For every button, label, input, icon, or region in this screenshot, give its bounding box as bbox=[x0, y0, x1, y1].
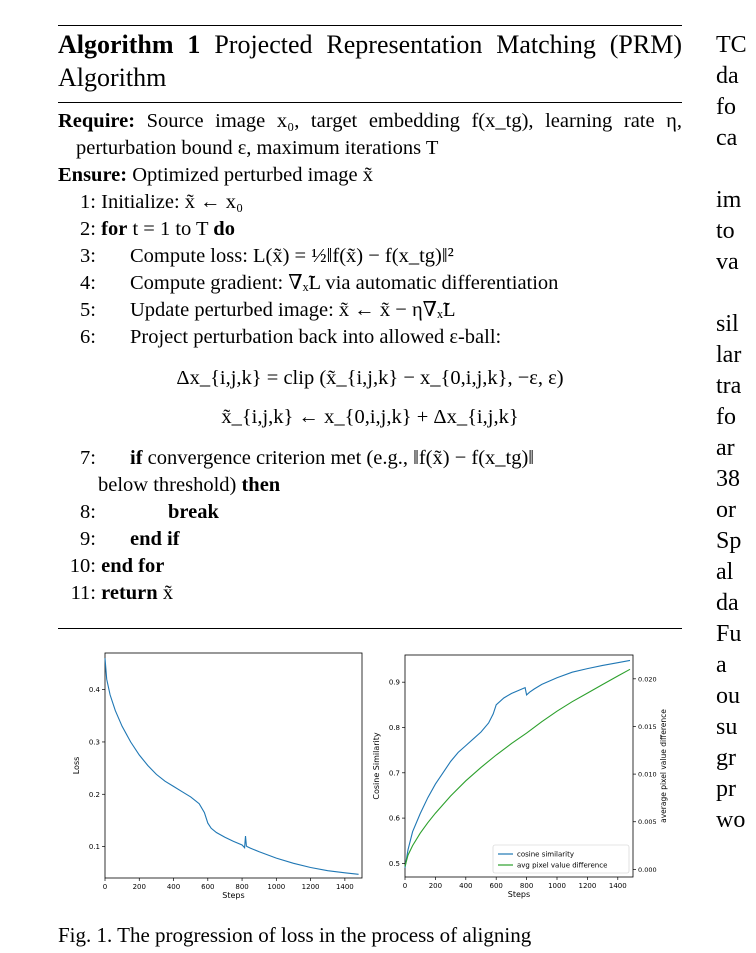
x-tick-label: 1000 bbox=[267, 883, 286, 891]
y2-tick-label: 0.015 bbox=[638, 722, 657, 731]
y2-axis-label: average pixel value difference bbox=[659, 709, 668, 823]
right-column-line: fo bbox=[716, 94, 736, 120]
x-tick-label: 800 bbox=[519, 882, 534, 890]
y2-tick-label: 0.010 bbox=[638, 770, 657, 779]
right-column-line: ou bbox=[716, 683, 740, 709]
x-tick-label: 600 bbox=[201, 883, 215, 891]
algo-line-9: 9: end if bbox=[80, 528, 180, 550]
right-column-line: fo bbox=[716, 404, 736, 430]
right-column-line: ar bbox=[716, 435, 735, 461]
right-column-line: su bbox=[716, 714, 738, 740]
algo-line-8: 8: break bbox=[80, 501, 219, 523]
right-column-line: va bbox=[716, 249, 739, 275]
right-column-line: tra bbox=[716, 373, 742, 399]
right-column-line: pr bbox=[716, 776, 736, 802]
y-tick-label: 0.1 bbox=[88, 843, 100, 852]
plot-frame bbox=[405, 655, 633, 877]
algo-line-7: 7: if convergence criterion met (e.g., ‖f(x̃) − f(x_tg)‖ bbox=[80, 447, 535, 469]
y-axis-label: Cosine Similarity bbox=[372, 732, 381, 800]
series-line bbox=[405, 669, 630, 866]
algo-line-3: 3: Compute loss: L(x̃) = ½‖f(x̃) − f(x_tg)‖² bbox=[80, 245, 454, 267]
algo-line-7-cont: below threshold) then bbox=[98, 474, 281, 496]
ensure-keyword: Ensure: bbox=[58, 164, 128, 186]
algorithm-title bbox=[58, 28, 682, 94]
plot-frame bbox=[105, 653, 362, 878]
x-tick-label: 0 bbox=[102, 883, 108, 891]
right-column-line: or bbox=[716, 497, 736, 523]
loss-chart bbox=[58, 650, 368, 910]
right-column-line: al bbox=[716, 559, 734, 585]
y-tick-label: 0.5 bbox=[388, 859, 400, 868]
y-tick-label: 0.8 bbox=[388, 723, 400, 732]
y-tick-label: 0.6 bbox=[388, 814, 400, 823]
x-axis-label: Steps bbox=[222, 891, 245, 900]
algo-line-6: 6: Project perturbation back into allowed ε-ball: bbox=[80, 326, 502, 348]
x-axis-label: Steps bbox=[507, 890, 531, 899]
y-tick-label: 0.2 bbox=[88, 790, 100, 799]
y-tick-label: 0.7 bbox=[388, 769, 400, 778]
right-column-line: im bbox=[716, 187, 742, 213]
require-line bbox=[58, 108, 682, 162]
ensure-text: Optimized perturbed image x̃ bbox=[132, 164, 374, 186]
y2-tick-label: 0.005 bbox=[638, 818, 657, 827]
x-tick-label: 600 bbox=[489, 882, 503, 890]
algorithm-body bbox=[58, 108, 682, 607]
similarity-chart bbox=[372, 650, 682, 910]
x-tick-label: 0 bbox=[402, 882, 408, 890]
right-column-line: wo bbox=[716, 807, 746, 833]
bottom-rule bbox=[58, 628, 682, 629]
y-tick-label: 0.4 bbox=[88, 686, 100, 695]
title-rule bbox=[58, 102, 682, 103]
require-text: Source image x₀, target embedding f(x_tg), learning rate η, perturbation bound ε, maximum iterations T bbox=[76, 110, 683, 159]
ensure-line bbox=[58, 162, 682, 189]
equation-clip: Δx_{i,j,k} = clip (x̃_{i,j,k} − x_{0,i,j,k}, −ε, ε) bbox=[176, 367, 564, 389]
right-column-text bbox=[716, 30, 756, 836]
x-tick-label: 400 bbox=[166, 883, 181, 891]
x-tick-label: 1200 bbox=[578, 882, 597, 890]
right-column-line: gr bbox=[716, 745, 736, 771]
right-column-line bbox=[716, 278, 756, 309]
x-tick-label: 200 bbox=[428, 882, 443, 890]
right-column-line: Sp bbox=[716, 528, 742, 554]
x-tick-label: 1400 bbox=[335, 883, 354, 891]
algo-line-5: 5: Update perturbed image: x̃ ← x̃ − η∇ₓ̃L bbox=[80, 299, 456, 321]
y-tick-label: 0.9 bbox=[388, 678, 400, 687]
algo-line-10: 10: end for bbox=[69, 555, 165, 577]
y-tick-label: 0.3 bbox=[88, 738, 100, 747]
figure-caption: Fig. 1. The progression of loss in the process of aligning bbox=[58, 923, 532, 947]
right-column-line: da bbox=[716, 590, 739, 616]
algo-line-1: 1: Initialize: x̃ ← x₀ bbox=[80, 191, 244, 213]
y-axis-label: Loss bbox=[72, 756, 81, 775]
require-keyword: Require: bbox=[58, 110, 136, 132]
top-rule bbox=[58, 25, 682, 26]
equation-update: x̃_{i,j,k} ← x_{0,i,j,k} + Δx_{i,j,k} bbox=[221, 406, 519, 428]
right-column-line: sil bbox=[716, 311, 739, 337]
right-column-line: TC bbox=[716, 32, 747, 58]
right-column-line: to bbox=[716, 218, 735, 244]
x-tick-label: 200 bbox=[132, 883, 146, 891]
legend-label: cosine similarity bbox=[517, 850, 574, 859]
y2-tick-label: 0.000 bbox=[638, 865, 657, 874]
algo-line-2: 2: for t = 1 to T do bbox=[80, 218, 235, 240]
algo-line-11: 11: return x̃ bbox=[70, 582, 174, 604]
algo-line-4: 4: Compute gradient: ∇ₓ̃L via automatic differentiation bbox=[80, 272, 559, 294]
algorithm-label: Algorithm 1 bbox=[58, 30, 201, 59]
right-column-line: ca bbox=[716, 125, 738, 151]
right-column-line bbox=[716, 154, 756, 185]
series-line bbox=[405, 660, 630, 868]
x-tick-label: 1000 bbox=[548, 882, 566, 890]
x-tick-label: 1400 bbox=[608, 882, 627, 890]
right-column-line: Fu bbox=[716, 621, 742, 647]
legend-label: avg pixel value difference bbox=[517, 861, 608, 870]
series-line bbox=[105, 658, 359, 874]
right-column-line: 38 bbox=[716, 466, 740, 492]
right-column-line: a bbox=[716, 652, 727, 678]
x-tick-label: 400 bbox=[459, 882, 473, 890]
algorithm-name: Projected Representation Matching (PRM) Algorithm bbox=[58, 30, 682, 92]
x-tick-label: 1200 bbox=[301, 883, 320, 891]
x-tick-label: 800 bbox=[235, 883, 249, 891]
right-column-line: lar bbox=[716, 342, 742, 368]
right-column-line: da bbox=[716, 63, 739, 89]
y2-tick-label: 0.020 bbox=[638, 675, 657, 684]
